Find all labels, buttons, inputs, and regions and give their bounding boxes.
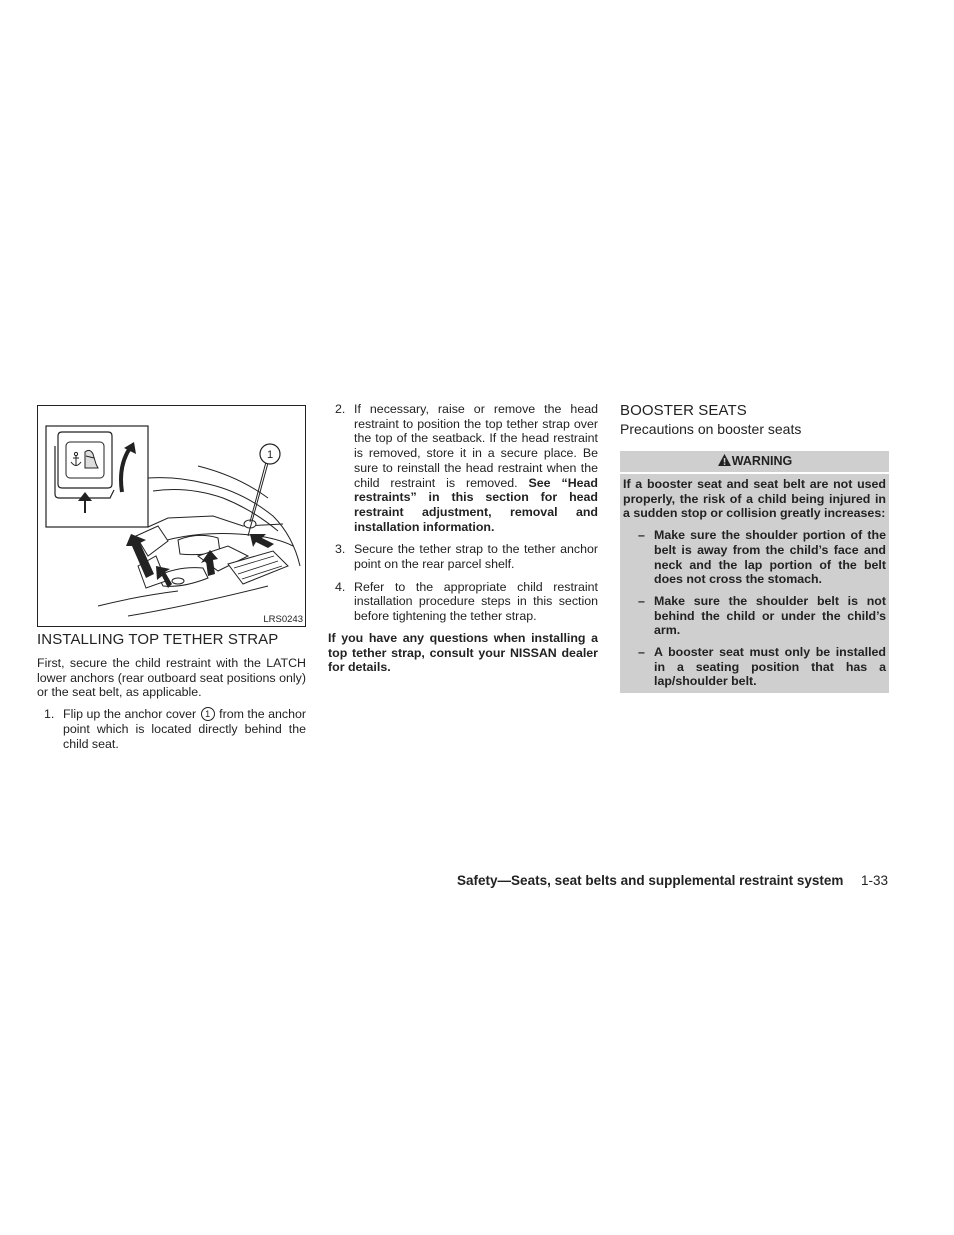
intro-paragraph: First, secure the child restraint with the LATCH lower anchors (rear outboard seat positions only) or the seat belt, as applicable. <box>37 656 306 700</box>
step-number: 3. <box>335 542 346 557</box>
dealer-note: If you have any questions when installing a top tether strap, consult your NISSAN dealer for details. <box>328 630 598 675</box>
step-number: 1. <box>44 707 55 722</box>
warning-bullet: – Make sure the shoulder portion of the belt is away from the child’s face and neck and the lap portion of the belt does not cross the stomach. <box>638 528 886 587</box>
footer-section-title: Safety—Seats, seat belts and supplemental restraint system <box>457 873 844 888</box>
step-3-text: Secure the tether strap to the tether anchor point on the rear parcel shelf. <box>354 542 598 572</box>
step-2-text: If necessary, raise or remove the head restraint to position the top tether strap over the top of the seatback. If the head restraint is removed, store it in a secure place. Be sure to reinstall the head restraint when the child restraint is removed. <box>354 402 598 490</box>
step-1-text-b: from the anchor point which is located directly behind the child seat. <box>63 707 306 751</box>
step-1-text-a: Flip up the anchor cover <box>63 707 197 722</box>
figure-callout: 1 <box>266 449 274 461</box>
left-column <box>37 656 306 751</box>
callout-badge: 1 <box>201 707 215 721</box>
figure-code: LRS0243 <box>263 614 303 625</box>
middle-column <box>328 402 598 675</box>
warning-header <box>620 451 889 472</box>
warning-bullet: – A booster seat must only be installed in a seating position that has a lap/shoulder belt. <box>638 645 886 689</box>
step-2-bold-reference: See “Head restraints” in this section for head restraint adjustment, removal and installation information. <box>354 475 598 534</box>
warning-box <box>620 451 889 693</box>
warning-bullet-text: A booster seat must only be installed in a seating position that has a lap/shoulder belt. <box>654 645 886 689</box>
heading-installing-top-tether-strap: INSTALLING TOP TETHER STRAP <box>37 631 279 648</box>
warning-bullet-text: Make sure the shoulder portion of the belt is away from the child’s face and neck and the lap portion of the belt does not cross the stomach. <box>654 528 886 587</box>
page-number: 1-33 <box>860 873 888 888</box>
step-number: 4. <box>335 579 346 594</box>
warning-bullet-text: Make sure the shoulder belt is not behind the child or under the child’s arm. <box>654 593 886 638</box>
list-item-step-1 <box>37 707 306 751</box>
list-item-step-4 <box>328 580 598 624</box>
tether-anchor-illustration <box>38 406 305 626</box>
warning-title: WARNING <box>731 454 793 468</box>
heading-booster-seats: BOOSTER SEATS <box>620 402 747 419</box>
warning-body <box>620 474 889 693</box>
page-footer <box>457 873 888 888</box>
figure-tether-anchor <box>37 405 306 627</box>
list-item-step-3 <box>328 542 598 571</box>
warning-triangle-icon <box>717 453 732 467</box>
warning-bullet: – Make sure the shoulder belt is not behind the child or under the child’s arm. <box>638 593 886 638</box>
step-4-text: Refer to the appropriate child restraint installation procedure steps in this section before tightening the tether strap. <box>354 579 598 624</box>
list-item-step-2 <box>328 402 598 534</box>
subheading-precautions: Precautions on booster seats <box>620 421 802 437</box>
step-number: 2. <box>335 402 346 416</box>
warning-intro: If a booster seat and seat belt are not used properly, the risk of a child being injured in a sudden stop or collision greatly increases: <box>623 477 886 521</box>
